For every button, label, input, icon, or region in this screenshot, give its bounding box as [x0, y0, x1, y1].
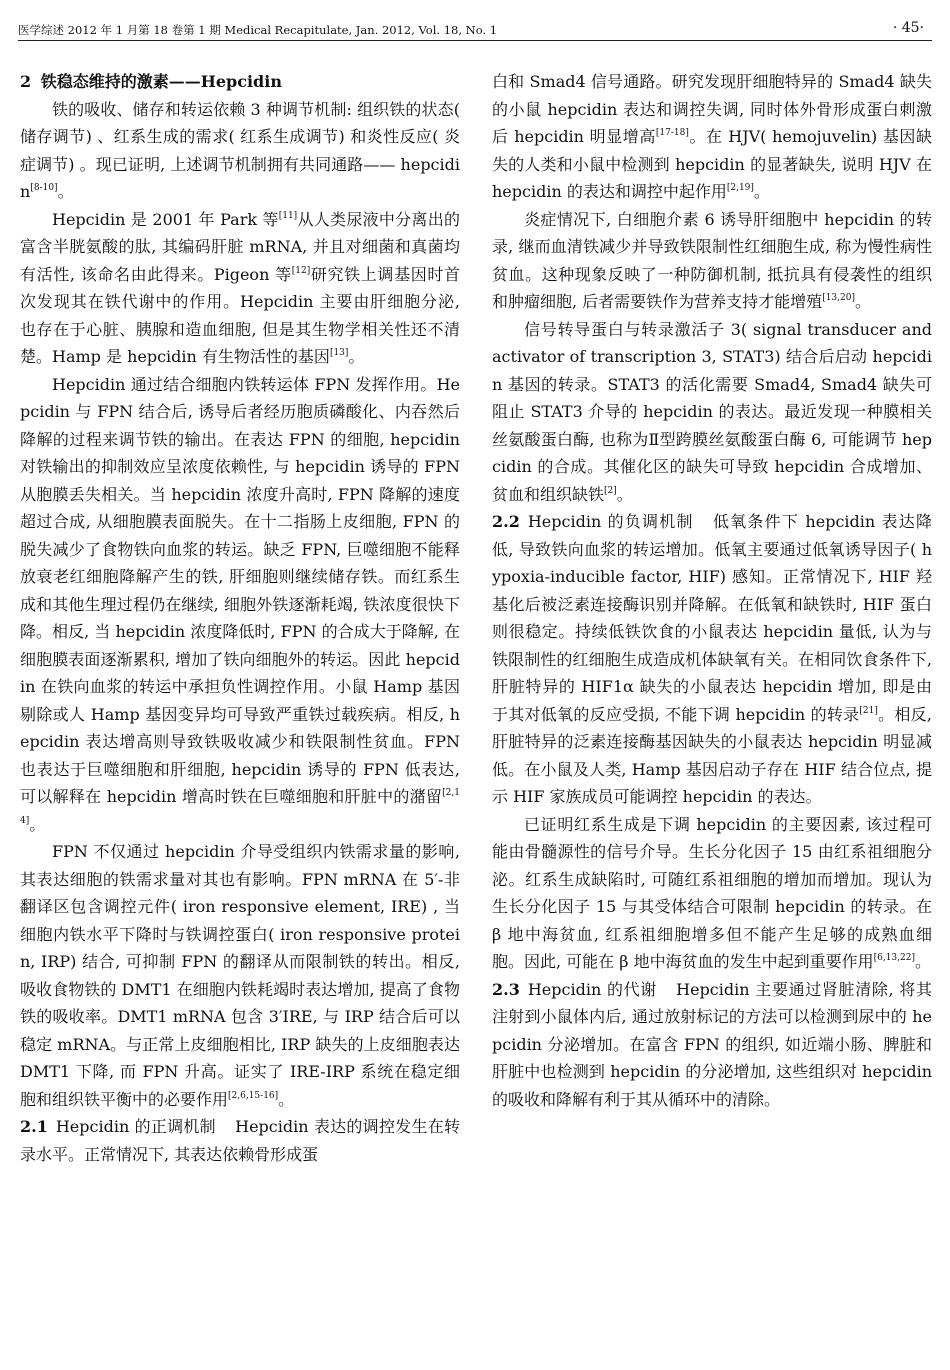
paragraph: 已证明红系生成是下调 hepcidin 的主要因素, 该过程可能由骨髓源性的信号介导。生长分化因子 15 由红系祖细胞分泌。红系生成缺陷时, 可随红系祖细胞的增加而增加。现认为生长分化因子 15 与其受体结合可限制 hepcidin 的转录。在 β 地中海贫血, 红系祖细胞增多但不能产生足够的成熟血细胞。因此, 可能在 β 地中海贫血的发生中起到重要作用[6,13,22]。: [492, 814, 932, 971]
header-rule: [18, 40, 932, 41]
paragraph: Hepcidin 是 2001 年 Park 等[11]从人类尿液中分离出的富含半胱氨酸的肽, 其编码肝脏 mRNA, 并且对细菌和真菌均有活性, 该命名由此得来。Pigeon 等[12]研究铁上调基因时首次发现其在铁代谢中的作用。Hepcidin 主要由肝细胞分泌, 也存在于心脏、胰腺和造血细胞, 但是其生物学相关性还不清楚。Hamp 是 hepcidin 有生物活性的基因[13]。: [20, 209, 460, 366]
subsection-title: Hepcidin 的代谢: [527, 979, 657, 999]
journal-running-head: 医学综述 2012 年 1 月第 18 卷第 1 期 Medical Recapitulate, Jan. 2012, Vol. 18, No. 1: [18, 23, 498, 37]
citation: [8-10]: [30, 183, 58, 193]
citation: [21]: [859, 705, 878, 716]
subsection-2-2: 2.2 Hepcidin 的负调机制 低氧条件下 hepcidin 表达降低, 导致铁向血浆的转运增加。低氧主要通过低氧诱导因子( hypoxia-inducible factor, HIF) 感知。正常情况下, HIF 羟基化后被泛素连接酶识别并降解。在低氧和缺铁时, HIF 蛋白则很稳定。持续低铁饮食的小鼠表达 hepcidin 量低, 认为与铁限制性的红细胞生成造成机体缺氧有关。在相同饮食条件下, 肝脏特异的 HIF1α 缺失的小鼠表达 hepcidin 增加, 即是由于其对低氧的反应受损, 不能下调 hepcidin 的转录[21]。相反, 肝脏特异的泛素连接酶基因缺失的小鼠表达 hepcidin 明显减低。在小鼠及人类, Hamp 基因启动子存在 HIF 结合位点, 提示 HIF 家族成员可能调控 hepcidin 的表达。: [492, 512, 932, 806]
paragraph: FPN 不仅通过 hepcidin 介导受组织内铁需求量的影响, 其表达细胞的铁需求量对其也有影响。FPN mRNA 在 5′-非翻译区包含调控元件( iron responsive element, IRE) , 当细胞内铁水平下降时与铁调控蛋白( iron responsive protein, IRP) 结合, 可抑制 FPN 的翻译从而限制铁的转出。相反, 吸收食物铁的 DMT1 在细胞内铁耗竭时表达增加, 提高了食物铁的吸收率。DMT1 mRNA 包含 3′IRE, 与 IRP 结合后可以稳定 mRNA。与正常上皮细胞相比, IRP 缺失的上皮细胞表达 DMT1 下降, 而 FPN 升高。证实了 IRE-IRP 系统在稳定细胞和组织铁平衡中的必要作用[2,6,15-16]。: [20, 842, 460, 1109]
citation: [17-18]: [655, 128, 689, 138]
citation: [6,13,22]: [873, 953, 915, 963]
citation: [2]: [604, 485, 617, 496]
subsection-number: 2.1: [20, 1117, 48, 1136]
left-column: [20, 68, 460, 1168]
citation: [2,19]: [726, 183, 754, 193]
running-header: [18, 20, 932, 40]
paragraph-continued: 白和 Smad4 信号通路。研究发现肝细胞特异的 Smad4 缺失的小鼠 hepcidin 表达和调控失调, 同时体外骨形成蛋白刺激后 hepcidin 明显增高[17-18]。在 HJV( hemojuvelin) 基因缺失的人类和小鼠中检测到 hepcidin 的显著缺失, 说明 HJV 在 hepcidin 的表达和调控中起作用[2,19]。: [492, 72, 932, 201]
citation: [13]: [329, 348, 349, 358]
subsection-title: Hepcidin 的正调机制: [55, 1117, 216, 1136]
citation: [12]: [291, 265, 311, 276]
subsection-number: 2.3: [492, 979, 520, 999]
citation: [2,14]: [20, 788, 460, 826]
citation: [2,6,15-16]: [228, 1090, 279, 1101]
subsection-2-3: 2.3 Hepcidin 的代谢 Hepcidin 主要通过肾脏清除, 将其注射到小鼠体内后, 通过放射标记的方法可以检测到尿中的 hepcidin 分泌增加。在富含 FPN 的组织, 如近端小肠、脾脏和肝脏中也检测到 hepcidin 的分泌增加, 这些组织对 hepcidin 的吸收和降解有利于其从循环中的清除。: [492, 979, 932, 1109]
page-number: · 45·: [892, 20, 924, 36]
right-column: [492, 68, 932, 1113]
section-number: 2: [20, 72, 32, 91]
section-title-en: Hepcidin: [200, 72, 282, 91]
citation: [11]: [278, 210, 298, 221]
citation: [13,20]: [822, 293, 855, 303]
paragraph: 炎症情况下, 白细胞介素 6 诱导肝细胞中 hepcidin 的转录, 继而血清铁减少并导致铁限制性红细胞生成, 称为慢性病性贫血。这种现象反映了一种防御机制, 抵抗具有侵袭性的组织和肿瘤细胞, 后者需要铁作为营养支持才能增殖[13,20]。: [492, 209, 932, 311]
section-2-heading: [20, 68, 460, 96]
subsection-2-1: 2.1 Hepcidin 的正调机制 Hepcidin 表达的调控发生在转录水平。正常情况下, 其表达依赖骨形成蛋: [20, 1117, 460, 1164]
paragraph: 信号转导蛋白与转录激活子 3( signal transducer and activator of transcription 3, STAT3) 结合后启动 hepcidin 基因的转录。STAT3 的活化需要 Smad4, Smad4 缺失可阻止 STAT3 介导的 hepcidin 的表达。最近发现一种膜相关丝氨酸蛋白酶, 也称为Ⅱ型跨膜丝氨酸蛋白酶 6, 可能调节 hepcidin 的合成。其催化区的缺失可导致 hepcidin 合成增加、贫血和组织缺铁[2]。: [492, 319, 932, 504]
paragraph: 铁的吸收、储存和转运依赖 3 种调节机制: 组织铁的状态( 储存调节) 、红系生成的需求( 红系生成调节) 和炎性反应( 炎症调节) 。现已证明, 上述调节机制拥有共同通路—— hepcidin[8-10]。: [20, 99, 460, 201]
section-title-cn: 铁稳态维持的激素——: [40, 72, 201, 91]
subsection-title: Hepcidin 的负调机制: [527, 512, 694, 531]
paragraph: Hepcidin 通过结合细胞内铁转运体 FPN 发挥作用。Hepcidin 与 FPN 结合后, 诱导后者经历胞质磷酸化、内吞然后降解的过程来调节铁的输出。在表达 FPN 的细胞, hepcidin 对铁输出的抑制效应呈浓度依赖性, 与 hepcidin 诱导的 FPN 从胞膜丢失相关。当 hepcidin 浓度升高时, FPN 降解的速度超过合成, 从细胞膜表面脱失。在十二指肠上皮细胞, FPN 的脱失减少了食物铁向血浆的转运。缺乏 FPN, 巨噬细胞不能释放衰老红细胞降解产生的铁, 肝细胞则继续储存铁。而红系生成和其他生理过程仍在继续, 细胞外铁逐渐耗竭, 铁浓度很快下降。相反, 当 hepcidin 浓度降低时, FPN 的合成大于降解, 在细胞膜表面逐渐累积, 增加了铁向细胞外的转运。因此 hepcidin 在铁向血浆的转运中承担负性调控作用。小鼠 Hamp 基因剔除或人 Hamp 基因变异均可导致严重铁过载疾病。相反, hepcidin 表达增高则导致铁吸收减少和铁限制性贫血。FPN 也表达于巨噬细胞和肝细胞, hepcidin 诱导的 FPN 低表达, 可以解释在 hepcidin 增高时铁在巨噬细胞和肝脏中的潴留[2,14]。: [20, 374, 460, 834]
subsection-number: 2.2: [492, 512, 520, 531]
